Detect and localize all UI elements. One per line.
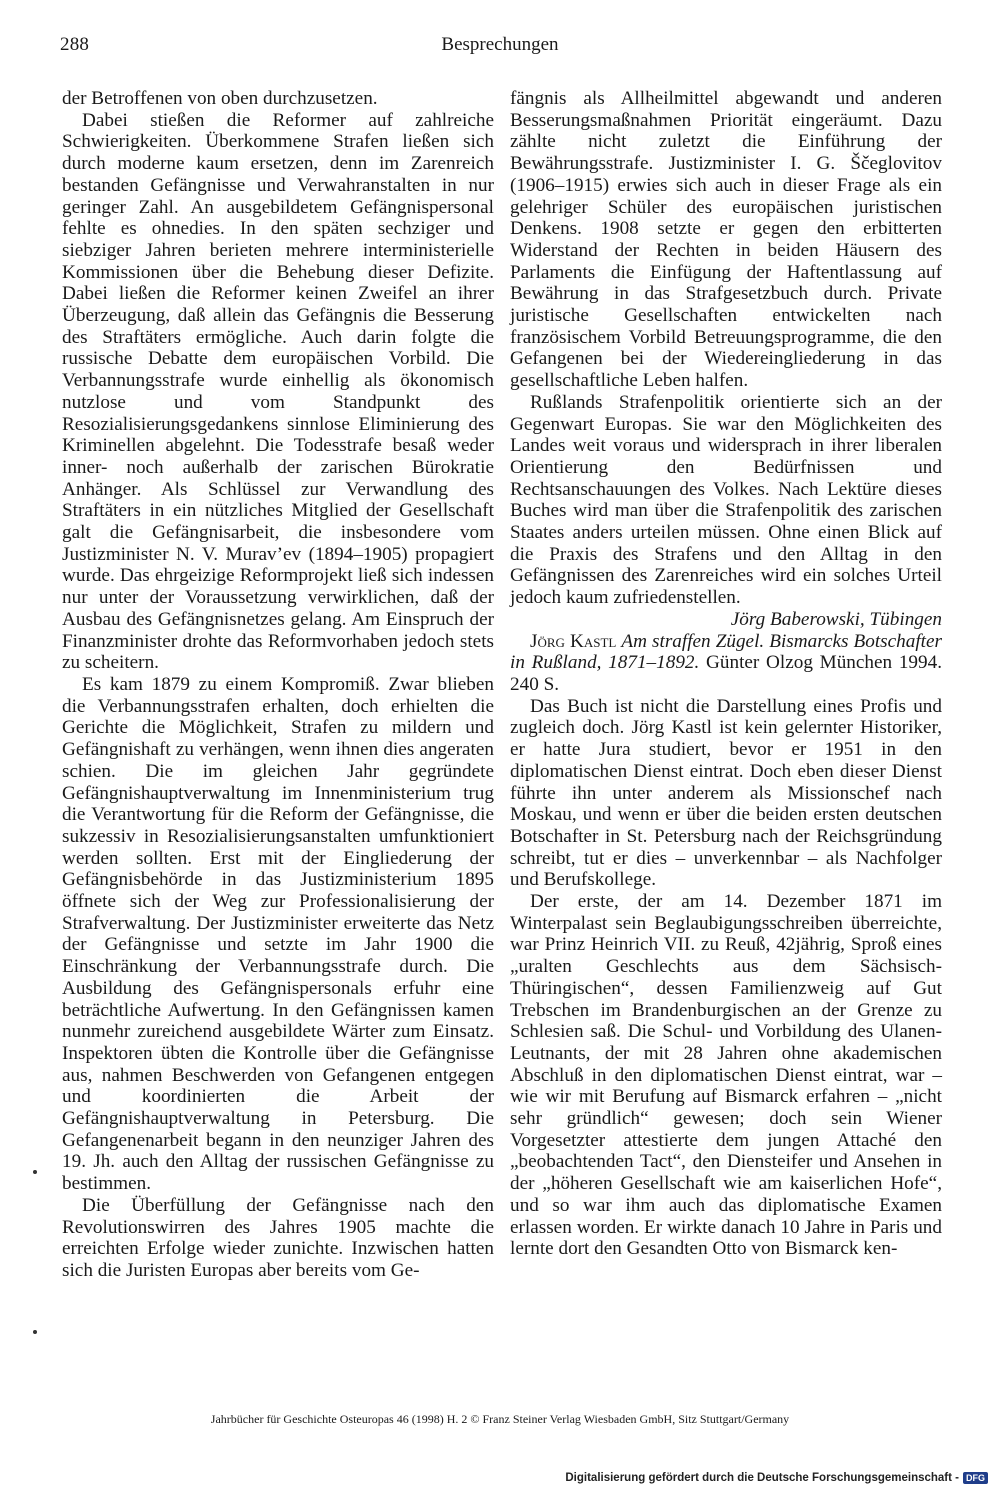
paragraph: Dabei stießen die Reformer auf zahlreiche Schwierigkeiten. Überkommene Strafen ließen sich durch moderne kaum ersetzen, denn im Zarenreich bestanden Gefängnisse und Verwahranstalten in nur geringer Zahl. An ausgebildetem Gefängnispersonal fehlte es ohnedies. In den späten sechziger und siebziger Jahren berieten mehrere interministerielle Kommissionen über die Behebung dieser Defizite. Dabei ließen die Reformer keinen Zweifel an ihrer Überzeugung, daß allein das Gefängnis die Besserung des Straftäters ermögliche. Auch darin folgte die russische Debatte dem europäischen Vorbild. Die Verbannungsstrafe wurde einhellig als ökonomisch nutzlose und vom Standpunkt des Resozialisierungsgedankens sinnlose Eliminierung des Kriminellen abgelehnt. Die Todesstrafe besaß weder inner- noch außerhalb der zarischen Bürokratie Anhänger. Als Schlüssel zur Verwandlung des Straftäters in ein nützliches Mitglied der Gesellschaft galt die Gefängnisarbeit, die insbesondere vom Justizminister N. V. Murav’ev (1894–1905) propagiert wurde. Das ehrgeizige Reformprojekt ließ sich indessen nur unter der Voraussetzung verwirklichen, daß der Ausbau des Gefängnisnetzes gelang. Am Einspruch der Finanzminister drohte das Reformvorhaben jedoch stets zu scheitern. (62, 109, 494, 674)
paragraph: Es kam 1879 zu einem Kompromiß. Zwar blieben die Verbannungsstrafen erhalten, doch erhielten die Gerichte die Möglichkeit, Strafen zu mildern und Gefängnishaft zu verhängen, wenn ihnen dies angeraten schien. Die im gleichen Jahr gegründete Gefängnishauptverwaltung im Innenministerium trug die Verantwortung für die Reform der Gefängnisse, die sukzessiv in Resozialisierungsanstalten umfunktioniert werden sollten. Erst mit der Eingliederung der Gefängnisbehörde in das Justizministerium 1895 öffnete sich der Weg zur Professionalisierung der Strafverwaltung. Der Justizminister erweiterte das Netz der Gefängnisse und setzte im Jahr 1900 die Einschränkung der Verbannungsstrafe durch. Die Ausbildung des Gefängnispersonals erfuhr eine beträchtliche Aufwertung. In den Gefängnissen kamen nunmehr zureichend ausgebildete Wärter zum Einsatz. Inspektoren übten die Kontrolle über die Gefängnisse aus, nahmen Beschwerden von Gefangenen entgegen und koordinierten die Arbeit der Gefängnishauptverwaltung in Petersburg. Die Gefangenenarbeit begann in den neunziger Jahren des 19. Jh. auch den Alltag der russischen Gefängnisse zu bestimmen. (62, 673, 494, 1195)
left-column (62, 88, 494, 1282)
journal-footer: Jahrbücher für Geschichte Osteuropas 46 (1998) H. 2 © Franz Steiner Verlag Wiesbaden GmbH, Sitz Stuttgart/Germany (210, 1412, 790, 1426)
right-column (510, 88, 942, 1260)
paragraph: Der erste, der am 14. Dezember 1871 im Winterpalast sein Beglaubigungsschreiben überreichte, war Prinz Heinrich VII. zu Reuß, 42jährig, Sproß eines „uralten Geschlechts aus dem Sächsisch-Thüringischen“, dessen Familienzweig auf Gut Trebschen im Brandenburgischen an der Grenze zu Schlesien saß. Die Schul- und Vorbildung des Ulanen-Leutnants, der mit 28 Jahren ohne akademischen Abschluß in den diplomatischen Dienst eintrat, war – wie wir mit Berufung auf Bismarck erfahren – „nicht sehr gründlich“ gewesen; doch sein Wiener Vorgesetzter attestierte dem jungen Attaché den „beobachtenden Tact“, den Diensteifer und Ansehen in der „höheren Gesellschaft wie am kaiserlichen Hofe“, und so war ihm auch das diplomatische Examen erlassen worden. Er wirkte danach 10 Jahre in Paris und lernte dort den Gesandten Otto von Bismarck ken- (510, 891, 942, 1260)
reviewer-signature: Jörg Baberowski, Tübingen (730, 608, 942, 630)
margin-mark (33, 1330, 37, 1334)
review-author: Jörg Kastl (530, 630, 617, 652)
review-header (510, 631, 942, 696)
body-columns (62, 88, 942, 1388)
page-number: 288 (60, 34, 90, 55)
review-title: Am straffen Zügel. Bismarcks Botschafter in Rußland, 1871–1892. (510, 630, 942, 674)
review-publisher: Günter Olzog München 1994. 240 S. (510, 652, 942, 695)
paragraph: Rußlands Strafenpolitik orientierte sich an der Gegenwart Europas. Sie war den Möglichkeiten des Landes weit voraus und widersprach in ihrer liberalen Orientierung den Bedürfnissen und Rechtsanschauungen des Volkes. Nach Lektüre dieses Buches wird man über die Strafenpolitik des zarischen Staates anders urteilen müssen. Ohne einen Blick auf die Praxis des Strafens und den Alltag in den Gefängnissen des Zarenreiches wird ein solches Urteil jedoch kaum zufriedenstellen. (510, 391, 942, 609)
paragraph: Die Überfüllung der Gefängnisse nach den Revolutionswirren des Jahres 1905 machte die erreichten Erfolge wieder zunichte. Inzwischen hatten sich die Juristen Europas aber bereits vom Ge- (62, 1194, 494, 1281)
dfg-footer (565, 1472, 988, 1484)
paragraph: fängnis als Allheilmittel abgewandt und anderen Besserungsmaßnahmen Priorität eingeräumt. Dazu zählte nicht zuletzt die Einführung der Bewährungsstrafe. Justizminister I. G. Ščeglovitov (1906–1915) erwies sich auch in dieser Frage als ein gelehriger Schüler des europäischen juristischen Denkens. 1908 setzte er gegen den erbitterten Widerstand der Rechten in beiden Häusern des Parlaments die Einfügung der Haftentlassung auf Bewährung in das Strafgesetzbuch durch. Private juristische Gesellschaften entwickelten nach französischem Vorbild Betreuungsprogramme, die den Gefangenen bei der Wiedereingliederung in das gesellschaftliche Leben halfen. (510, 88, 942, 392)
dfg-text: Digitalisierung gefördert durch die Deutsche Forschungsgemeinschaft - (565, 1472, 959, 1484)
paragraph: Das Buch ist nicht die Darstellung eines Profis und zugleich doch. Jörg Kastl ist kein gelernter Historiker, er hatte Jura studiert, bevor er 1951 in den diplomatischen Dienst eintrat. Doch eben dieser Dienst führte ihn unter anderem als Missionschef nach Moskau, und wenn er über die beiden ersten deutschen Botschafter in St. Petersburg nach der Reichsgründung schreibt, tut er dies – unverkennbar – als Nachfolger und Berufskollege. (510, 695, 942, 891)
margin-mark (33, 1170, 37, 1174)
paragraph: der Betroffenen von oben durchzusetzen. (62, 88, 378, 109)
running-head: Besprechungen (441, 34, 559, 55)
dfg-logo: DFG (963, 1472, 988, 1484)
